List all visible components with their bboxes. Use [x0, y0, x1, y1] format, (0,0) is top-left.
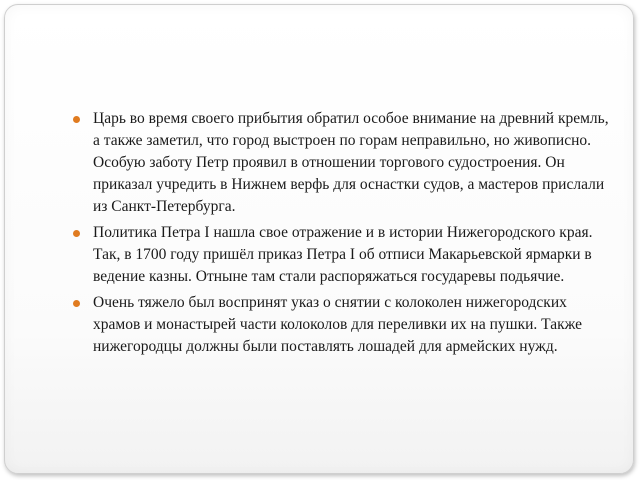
- bullet-dot-icon: [73, 230, 80, 237]
- bullet-dot-icon: [73, 300, 80, 307]
- bullet-text: Политика Петра I нашла свое отражение и в истории Нижегородского края. Так, в 1700 году пришёл приказ Петра I об отписи Макарьевской ярмарки в ведение казны. Отныне там стали распоряжаться государевы подьячие.: [93, 224, 593, 285]
- bullet-dot-icon: [73, 116, 80, 123]
- bullet-item-peter-visit: [73, 108, 613, 218]
- slide-frame: [4, 4, 634, 474]
- bullet-item-bells-decree: [73, 292, 613, 358]
- bullet-text: Очень тяжело был воспринят указ о снятии с колоколен нижегородских храмов и монастырей части колоколов для переливки их на пушки. Также нижегородцы должны были поставлять лошадей для армейских нужд.: [93, 294, 583, 355]
- bullet-text: Царь во время своего прибытия обратил особое внимание на древний кремль, а также заметил, что город выстроен по горам неправильно, но живописно. Особую заботу Петр проявил в отношении торгового судостроения. Он приказал учредить в Нижнем верфь для оснастки судов, а мастеров прислали из Санкт-Петербурга.: [93, 110, 609, 215]
- bullet-list: [73, 108, 613, 362]
- bullet-item-peter-policy: [73, 222, 613, 288]
